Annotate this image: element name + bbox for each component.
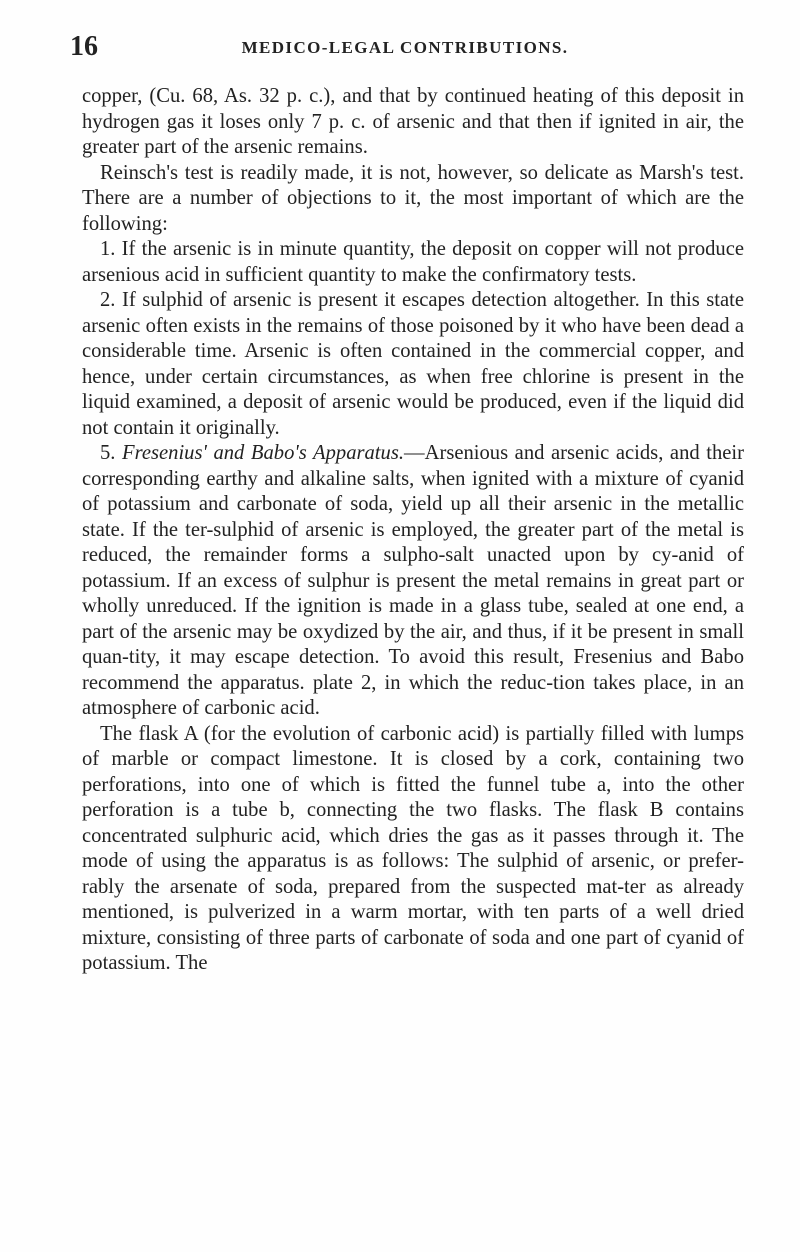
paragraph-fresenius-babo (82, 441, 744, 722)
paragraph-reinsch-test: Reinsch's test is readily made, it is not, however, so delicate as Marsh's test. There are a number of objections to it, the most important of which are the following: (82, 161, 744, 235)
section-number: 5. (100, 442, 116, 464)
page-number: 16 (70, 31, 98, 62)
paragraph-objection-2: 2. If sulphid of arsenic is present it escapes detection altogether. In this state arsenic often exists in the remains of those poisoned by it who have been dead a considerable time. Arsenic is often contained in the commercial copper, and hence, under certain circumstances, as when free chlorine is present in the liquid examined, a deposit of arsenic would be produced, even if the liquid did not contain it originally. (82, 289, 744, 439)
page-header (70, 32, 740, 62)
paragraph-continuation: copper, (Cu. 68, As. 32 p. c.), and that by continued heating of this deposit in hydrogen gas it loses only 7 p. c. of arsenic and that then if ignited in air, the greater part of the arsenic remains. (82, 85, 744, 158)
paragraph-objection-1: 1. If the arsenic is in minute quantity, the deposit on copper will not produce arsenious acid in sufficient quantity to make the confirmatory tests. (82, 238, 744, 286)
section-text: —Arsenious and arsenic acids, and their corresponding earthy and alkaline salts, when ignited with a mixture of cyanid of potassium and carbonate of soda, yield up all their arsenic in the metallic state. If the ter-sulphid of arsenic is employed, the greater part of the metal is reduced, the remainder forms a sulpho-salt unacted upon by cy-anid of potassium. If an excess of sulphur is present the metal remains in great part or wholly unreduced. If the ignition is made in a glass tube, sealed at one end, a part of the arsenic may be oxydized by the air, and thus, if it be present in small quan-tity, it may escape detection. To avoid this result, Fresenius and Babo recommend the apparatus. plate 2, in which the reduc-tion takes place, in an atmosphere of carbonic acid. (82, 442, 744, 719)
section-title: Fresenius' and Babo's Apparatus. (122, 442, 404, 464)
running-head: MEDICO-LEGAL CONTRIBUTIONS. (241, 38, 569, 57)
paragraph-flask-description: The flask A (for the evolution of carbonic acid) is partially filled with lumps of marble or compact limestone. It is closed by a cork, containing two perforations, into one of which is fitted the funnel tube a, into the other perforation is a tube b, connecting the two flasks. The flask B contains concentrated sulphuric acid, which dries the gas as it passes through it. The mode of using the apparatus is as follows: The sulphid of arsenic, or prefer-rably the arsenate of soda, prepared from the suspected mat-ter as already mentioned, is pulverized in a warm mortar, with ten parts of a well dried mixture, consisting of three parts of carbonate of soda and one part of cyanid of potassium. The (82, 722, 744, 974)
body-text (82, 84, 744, 977)
